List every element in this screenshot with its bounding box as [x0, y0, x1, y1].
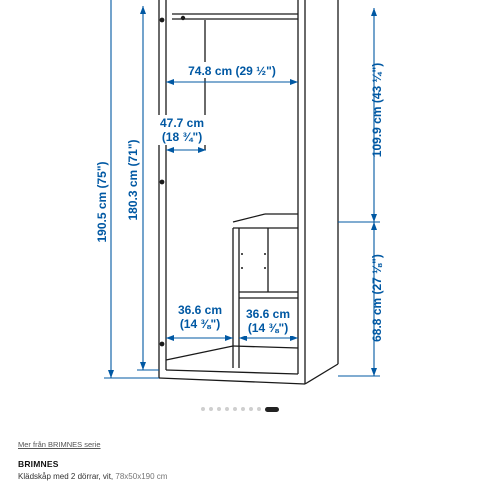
carousel-dot[interactable] [201, 407, 205, 411]
left-compartment-cm-label: 36.6 cm [177, 303, 223, 317]
carousel-dot[interactable] [217, 407, 221, 411]
carousel-indicator[interactable] [0, 405, 480, 413]
carousel-dot-active[interactable] [265, 407, 279, 412]
carousel-dot[interactable] [225, 407, 229, 411]
series-link[interactable]: Mer från BRIMNES serie [18, 440, 101, 449]
product-name: BRIMNES [18, 459, 59, 469]
right-compartment-cm-label: 36.6 cm [245, 307, 291, 321]
right-compartment-in-label: (14 ⅜") [247, 321, 289, 335]
carousel-dot[interactable] [257, 407, 261, 411]
product-description: Klädskåp med 2 dörrar, vit, [18, 472, 114, 481]
inner-height-label: 180.3 cm (71") [126, 139, 140, 221]
total-height-label: 190.5 cm (75") [95, 161, 109, 243]
product-measurements: 78x50x190 cm [115, 472, 168, 481]
lower-height-label: 68.8 cm (27 ⅛") [370, 254, 384, 342]
depth-cm-label: 47.7 cm [159, 116, 205, 130]
upper-height-label: 109.9 cm (43 ¼") [370, 62, 384, 158]
carousel-dot[interactable] [209, 407, 213, 411]
carousel-dot[interactable] [241, 407, 245, 411]
carousel-dot[interactable] [233, 407, 237, 411]
inner-width-label: 74.8 cm (29 ½") [188, 64, 276, 78]
depth-in-label: (18 ¾") [161, 130, 203, 144]
carousel-dot[interactable] [249, 407, 253, 411]
left-compartment-in-label: (14 ⅜") [179, 317, 221, 331]
